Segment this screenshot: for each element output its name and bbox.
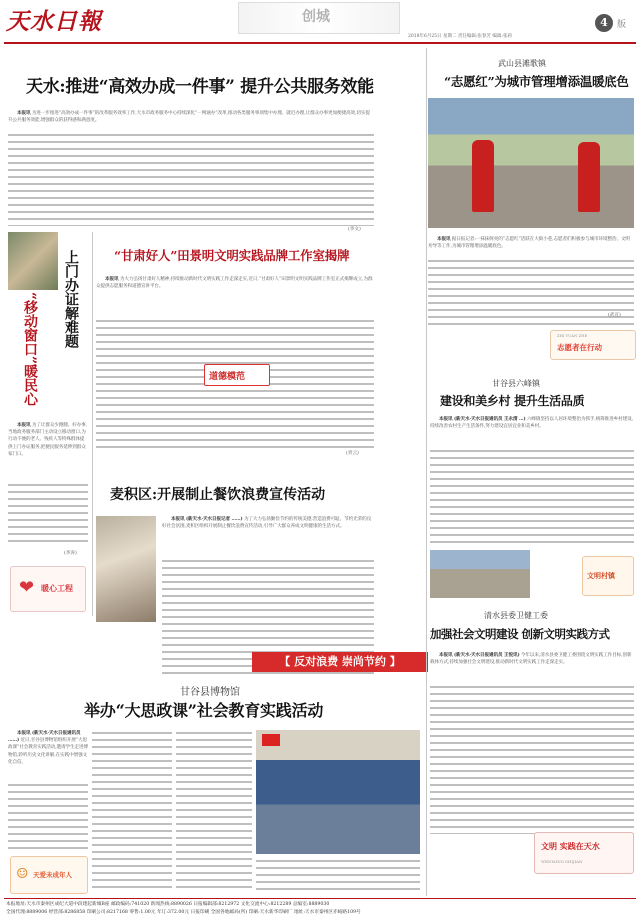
- lecture-byline: 本报讯 (新天水·天水日报通讯员 ……): [8, 731, 81, 744]
- health-text-columns: [430, 684, 634, 834]
- page-unit: 版: [617, 20, 627, 30]
- maiji-headline: 麦积区:开展制止餐饮浪费宣传活动: [110, 487, 326, 503]
- moral-model-label: 道德模范: [209, 372, 246, 382]
- lecture-body: [8, 730, 88, 780]
- mobile-window-photo: [8, 232, 58, 290]
- health-article: [430, 608, 634, 896]
- section-tag: 创城: [302, 9, 330, 25]
- lecture-text-column-3: [176, 730, 252, 890]
- volunteer-emblem-sub: ZHI YUAN ZHE: [557, 333, 588, 338]
- volunteer-emblem: [550, 330, 636, 360]
- gansu-credit: (青云): [346, 451, 359, 456]
- masthead-rule: [4, 42, 636, 44]
- village-location: 甘谷县六峰镇: [492, 379, 540, 388]
- mobile-window-headline: “移动窗口”暖民心: [22, 292, 38, 407]
- mobile-window-text-column: [8, 482, 88, 542]
- village-text-columns: [430, 448, 634, 548]
- lecture-text-column: [8, 782, 88, 852]
- village-headline: 建设和美乡村 提升生活品质: [440, 394, 585, 408]
- gansu-headline: “甘肃好人”田景明文明实践品牌工作室揭牌: [114, 248, 350, 263]
- masthead: [0, 0, 640, 44]
- mobile-window-text: 为了让群众少跑腿、好办事,当地政务服务部门主动设立移动窗口,为行动不便的老人、残疾人等特殊群体提供上门办证服务,把便民服务延伸到群众家门口。: [8, 423, 88, 457]
- warm-heart-emblem: [10, 566, 86, 612]
- lecture-photo: [256, 730, 420, 854]
- minor-care-emblem: [10, 856, 88, 894]
- village-article: [430, 370, 634, 602]
- civilization-emblem: [534, 832, 634, 874]
- civilization-emblem-label: 文明 实践在天水: [541, 841, 600, 851]
- volunteer-byline: 本报讯: [437, 237, 451, 242]
- main-article-text-columns: [8, 132, 374, 226]
- village-byline: 本报讯 (新天水·天水日报通讯员 王永清 …): [439, 417, 526, 422]
- heart-icon: ❤: [19, 577, 35, 598]
- page-number-badge: 4: [595, 14, 613, 32]
- maiji-article: [96, 462, 374, 662]
- gansu-article: [96, 232, 374, 458]
- health-location: 清水县委卫健工委: [484, 611, 548, 620]
- column-divider: [92, 232, 93, 616]
- volunteer-text-columns: [428, 258, 634, 328]
- volunteer-figure-right: [578, 142, 600, 212]
- health-headline: 加强社会文明建设 创新文明实践方式: [430, 627, 610, 641]
- lecture-text: 近日,甘谷县博物馆组织开展“大思政课”社会教育实践活动,邀请学生走进博物馆,聆听历史文化讲解,在实践中增强文化自信。: [8, 738, 88, 765]
- volunteer-emblem-label: 志愿者在行动: [557, 343, 602, 352]
- main-article-credit: (李文): [348, 227, 361, 232]
- volunteer-photo: [428, 98, 634, 228]
- village-text: 六峰镇坚持以人居环境整治为抓手,统筹推进乡村建设,持续改善农村生产生活条件,努力建设宜居宜业和美乡村。: [430, 417, 634, 430]
- lecture-text-column-4: [256, 858, 420, 892]
- lecture-location: 甘谷县博物馆: [180, 687, 240, 698]
- volunteer-body: [428, 236, 634, 256]
- volunteer-location: 武山县滩歌镇: [498, 59, 546, 68]
- footer-line-1: 本报地址:天水市秦州区成纪大道中段建起新城B座 邮政编码:741020 新闻热线:8890026 日报编辑部:8212972 文化交流中心:8212289 总编室:8889030: [6, 902, 330, 907]
- civilized-village-label: 文明村镇: [587, 571, 615, 580]
- volunteer-credit: (武宣): [608, 313, 621, 318]
- mobile-window-credit: (李涛): [64, 551, 77, 556]
- gansu-body: [96, 276, 374, 316]
- civilized-village-emblem: [582, 556, 634, 596]
- lecture-article: [8, 680, 422, 896]
- flag-decoration: [262, 734, 280, 746]
- mobile-window-article: [8, 232, 88, 618]
- maiji-photo: [96, 516, 156, 622]
- child-icon: ☺: [16, 866, 29, 882]
- main-article-text: 为进一步推进“高效办成一件事”的改革服务效率工作,天水市政务服务中心持续深化“一网通办”改革,推动各类服务事项集中办理、就近办理,让群众办事更加便捷高效,切实提升公共服务效能,增强群众的获得感和满意度。: [8, 111, 370, 124]
- gansu-text: 为大力弘扬甘肃好人精神,持续推动新时代文明实践工作走深走实,近日,“甘肃好人”田景明文明实践品牌工作室正式揭牌成立,为群众提供志愿服务和道德宣讲平台。: [96, 277, 373, 290]
- gansu-byline: 本报讯: [105, 277, 119, 282]
- volunteer-headline: “志愿红”为城市管理增添温暖底色: [444, 74, 629, 89]
- mobile-window-subheadline: 上门办证解难题: [63, 250, 79, 348]
- main-article: [8, 48, 374, 230]
- maiji-text: 为了大力弘扬勤俭节约的传统美德,营造浪费可耻、节约光荣的良好社会氛围,麦积区组织开展制止餐饮浪费宣传活动,引导广大群众养成文明健康的生活方式。: [162, 517, 372, 530]
- volunteer-article: [380, 48, 634, 362]
- civilization-emblem-sub: WENMING SHIJIAN: [541, 859, 583, 864]
- footer-line-2: 全国代理:8889006 经营部:8286858 印刷公司:8217168 零售:1.00元 年订:372.00元 日报印刷 全国各地邮局(所) 印刷:天水新华印刷厂 地址:天水市秦州区赤峪路109号: [6, 910, 361, 915]
- anti-waste-ribbon: 【 反对浪费 崇尚节约 】: [252, 652, 428, 672]
- newspaper-logo: 天水日報: [6, 8, 102, 35]
- volunteer-figure-left: [472, 140, 494, 212]
- volunteer-text: 据日报记者:一抹抹鲜亮的“志愿红”活跃在大街小巷,志愿者们积极参与城市环境整治、文明劝导等工作,为城市管理增添温暖底色。: [428, 237, 630, 250]
- lecture-text-column-2: [92, 730, 172, 890]
- info-line: 2018年6月25日 星期二 责任编辑:张春芳 编辑:张莉: [408, 34, 512, 39]
- moral-model-emblem: [204, 364, 270, 386]
- village-body: [430, 416, 634, 446]
- footer-rule: [4, 898, 636, 899]
- village-photo: [430, 550, 530, 598]
- warm-heart-label: 暖心工程: [41, 583, 73, 593]
- main-article-byline: 本报讯: [17, 111, 31, 116]
- health-byline: 本报讯 (新天水·天水日报通讯员 王悦讯): [439, 653, 520, 658]
- lecture-headline: 举办“大思政课”社会教育实践活动: [84, 701, 324, 720]
- main-article-headline: 天水:推进“高效办成一件事” 提升公共服务效能: [26, 77, 374, 97]
- health-body: [430, 652, 634, 682]
- minor-care-label: 天爱未成年人: [33, 871, 72, 879]
- maiji-byline: 本报讯 (新天水·天水日报记者 ……): [171, 517, 243, 522]
- mobile-window-byline: 本报讯: [17, 423, 31, 428]
- mobile-window-body: [8, 422, 88, 482]
- health-text: 今年以来,清水县委卫健工委围绕文明实践工作目标,创新载体方式,持续加强社会文明建设,推动新时代文明实践工作走深走实。: [430, 653, 632, 666]
- maiji-body: [162, 516, 374, 556]
